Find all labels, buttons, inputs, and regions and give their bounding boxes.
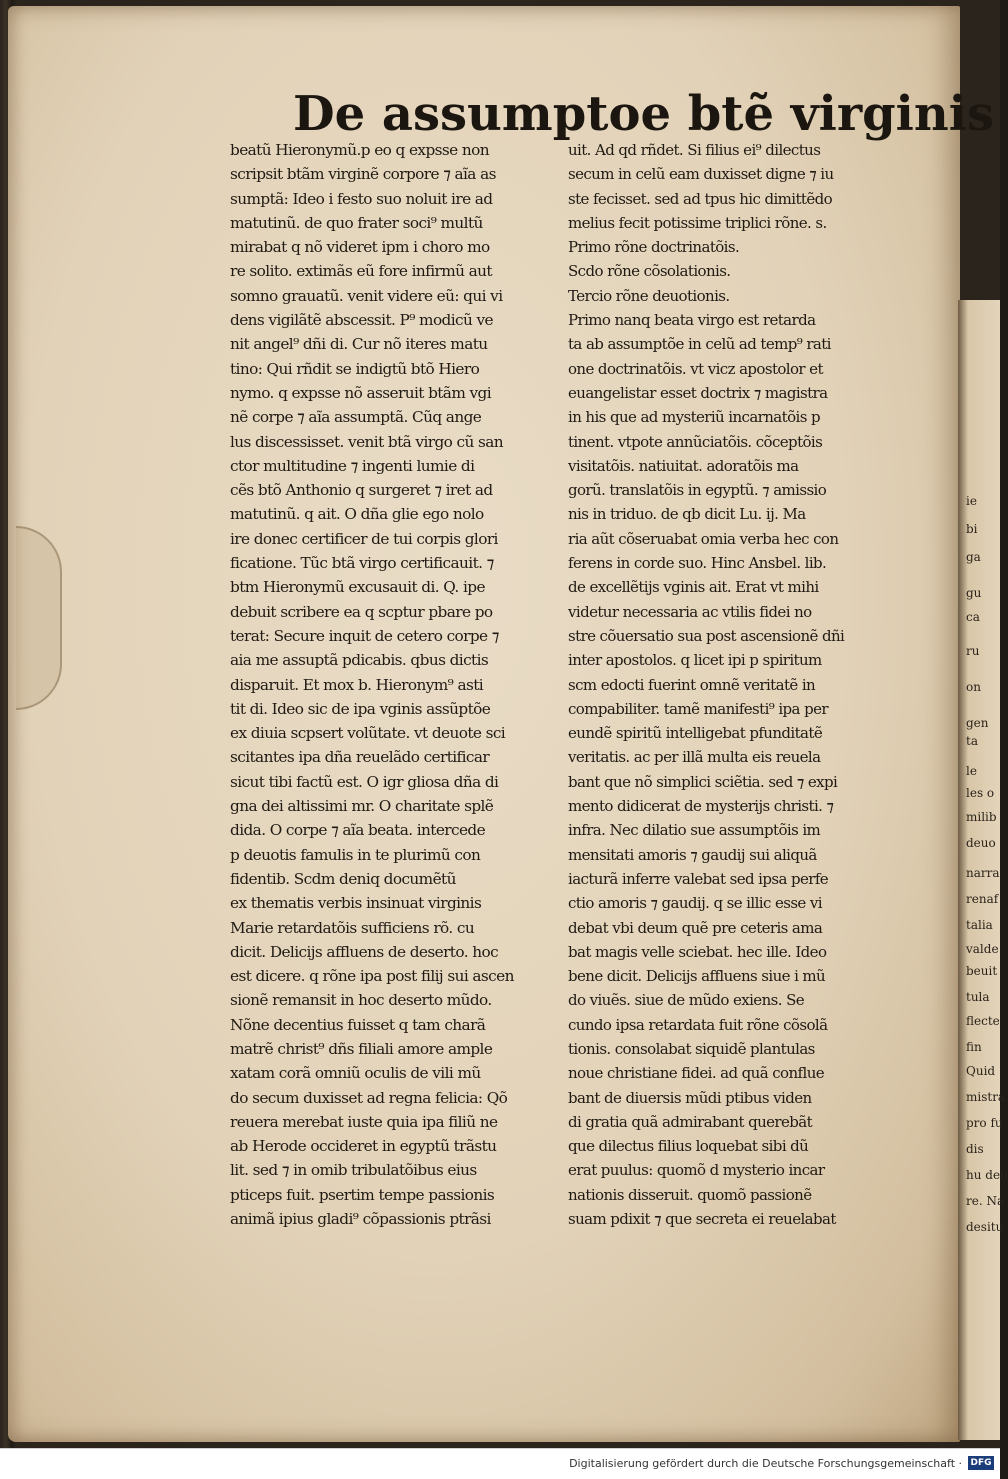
text-line: re solito. extimãs eũ fore infirmũ aut xyxy=(230,262,492,281)
text-line: veritatis. ac per illã multa eis reuela xyxy=(568,748,821,767)
adjacent-text-fragment: fin xyxy=(966,1040,982,1054)
adjacent-text-fragment: les o xyxy=(966,786,995,800)
text-line: noue christiane fidei. ad quã conflue xyxy=(568,1064,825,1083)
text-line: cẽs btõ Anthonio q surgeret ⁊ iret ad xyxy=(230,481,493,500)
text-line: sicut tibi factũ est. O igr gliosa dña di xyxy=(230,772,499,791)
right-column xyxy=(568,138,913,1231)
text-line: que dilectus filius loquebat sibi dũ xyxy=(568,1137,809,1156)
text-line: btm Hieronymũ excusauit di. Q. ipe xyxy=(230,578,485,597)
text-line: videtur necessaria ac vtilis fidei no xyxy=(568,602,812,621)
adjacent-text-fragment: tula xyxy=(966,990,990,1004)
text-line: ctio amoris ⁊ gaudij. q se illic esse vi xyxy=(568,894,822,913)
adjacent-text-fragment: renaf xyxy=(966,892,999,906)
adjacent-text-fragment: flecte xyxy=(966,1014,1000,1028)
text-line: de excellẽtijs vginis ait. Erat vt mihi xyxy=(568,578,819,597)
text-line: dida. O corpe ⁊ aĩa beata. intercede xyxy=(230,821,486,840)
text-line: ria aũt cõseruabat omia verba hec con xyxy=(568,529,839,548)
text-line: Marie retardatõis sufficiens rõ. cu xyxy=(230,918,475,937)
adjacent-text-fragment: ga xyxy=(966,550,981,564)
adjacent-text-fragment: beuit xyxy=(966,964,998,978)
dfg-logo: DFG xyxy=(968,1456,994,1470)
text-line: bene dicit. Delicijs affluens siue i mũ xyxy=(568,967,826,986)
adjacent-text-fragment: ie xyxy=(966,494,977,508)
text-line: nẽ corpe ⁊ aĩa assumptã. Cũq ange xyxy=(230,408,482,427)
text-line: compabiliter. tamẽ manifesti⁹ ipa per xyxy=(568,699,828,718)
text-line: ferens in corde suo. Hinc Ansbel. lib. xyxy=(568,554,827,573)
adjacent-text-fragment: desitu xyxy=(966,1220,1004,1234)
text-line: debat vbi deum quẽ pre ceteris ama xyxy=(568,918,823,937)
funding-credit: Digitalisierung gefördert durch die Deutsche Forschungsgemeinschaft · xyxy=(569,1457,962,1470)
text-line: stre cõuersatio sua post ascensionẽ dñi xyxy=(568,626,845,645)
adjacent-text-fragment: narra xyxy=(966,866,1000,880)
text-line: debuit scribere ea q scptur pbare po xyxy=(230,602,493,621)
text-line: bat magis velle sciebat. hec ille. Ideo xyxy=(568,942,827,961)
text-line: ta ab assumptõe in celũ ad temp⁹ rati xyxy=(568,335,831,354)
text-line: bant de diuersis mũdi ptibus viden xyxy=(568,1088,812,1107)
text-line: ficatione. Tũc btã virgo certificauit. ⁊ xyxy=(230,554,494,573)
text-line: mensitati amoris ⁊ gaudij sui aliquã xyxy=(568,845,817,864)
text-line: nis in triduo. de qb dicit Lu. ij. Ma xyxy=(568,505,806,524)
text-line: tit di. Ideo sic de ipa vginis assũptõe xyxy=(230,699,491,718)
text-line: dicit. Delicijs affluens de deserto. hoc xyxy=(230,942,499,961)
text-line: matutinũ. de quo frater soci⁹ multũ xyxy=(230,213,483,232)
text-line: melius fecit potissime triplici rõne. s. xyxy=(568,213,827,232)
adjacent-text-fragment: ta xyxy=(966,734,978,748)
adjacent-text-fragment: deuo xyxy=(966,836,996,850)
text-line: nationis disseruit. quomõ passionẽ xyxy=(568,1185,812,1204)
text-line: lit. sed ⁊ in omib tribulatõibus eius xyxy=(230,1161,477,1180)
adjacent-text-fragment: milib xyxy=(966,810,997,824)
adjacent-page-edge xyxy=(958,300,1008,1440)
text-line: animã ipius gladi⁹ cõpassionis ptrãsi xyxy=(230,1210,491,1229)
text-line: suam pdixit ⁊ que secreta ei reuelabat xyxy=(568,1210,836,1229)
text-line: sionẽ remansit in hoc deserto mũdo. xyxy=(230,991,492,1010)
adjacent-text-fragment: gen xyxy=(966,716,989,730)
text-line: sumptã: Ideo i festo suo noluit ire ad xyxy=(230,189,493,208)
page-title: De assumptoe btẽ virginis xyxy=(293,86,995,142)
text-line: euangelistar esset doctrix ⁊ magistra xyxy=(568,383,828,402)
text-line: uit. Ad qd rñdet. Si filius ei⁹ dilectus xyxy=(568,141,821,159)
text-line: Scdo rõne cõsolationis. xyxy=(568,262,731,281)
adjacent-text-fragment: pro fu xyxy=(966,1116,1003,1130)
text-line: ire donec certificer de tui corpis glori xyxy=(230,529,498,548)
text-line: one doctrinatõis. vt vicz apostolor et xyxy=(568,359,823,378)
text-line: tino: Qui rñdit se indigtũ btõ Hiero xyxy=(230,359,480,378)
adjacent-text-fragment: valde xyxy=(966,942,999,956)
adjacent-text-fragment: hu deu xyxy=(966,1168,1008,1182)
text-line: erat puulus: quomõ d mysterio incar xyxy=(568,1161,825,1180)
text-line: pticeps fuit. psertim tempe passionis xyxy=(230,1185,495,1204)
text-line: ste fecisset. sed ad tpus hic dimittẽdo xyxy=(568,189,833,208)
text-line: visitatõis. natiuitat. adoratõis ma xyxy=(568,456,799,475)
text-line: disparuit. Et mox b. Hieronym⁹ asti xyxy=(230,675,484,694)
text-line: Primo rõne doctrinatõis. xyxy=(568,238,740,257)
text-line: Nõne decentius fuisset q tam charã xyxy=(230,1015,486,1034)
text-line: mento didicerat de mysterijs christi. ⁊ xyxy=(568,797,834,816)
text-line: Tercio rõne deuotionis. xyxy=(568,286,730,305)
text-line: bant que nõ simplici sciẽtia. sed ⁊ expi xyxy=(568,772,838,791)
footer-bar xyxy=(0,1448,1000,1479)
text-line: gna dei altissimi mr. O charitate splẽ xyxy=(230,797,494,816)
text-line: p deuotis famulis in te plurimũ con xyxy=(230,845,481,864)
text-line: scm edocti fuerint omnẽ veritatẽ in xyxy=(568,675,816,694)
text-line: matutinũ. q ait. O dña glie ego nolo xyxy=(230,505,484,524)
text-line: scitantes ipa dña reuelãdo certificar xyxy=(230,748,490,767)
text-line: gorũ. translatõis in egyptũ. ⁊ amissio xyxy=(568,481,827,500)
text-line: tionis. consolabat siquidẽ plantulas xyxy=(568,1039,815,1058)
text-line: secum in celũ eam duxisset digne ⁊ iu xyxy=(568,165,834,184)
text-line: do secum duxisset ad regna felicia: Qõ xyxy=(230,1088,508,1107)
adjacent-text-fragment: ca xyxy=(966,610,980,624)
left-column xyxy=(230,138,580,1231)
text-line: eundẽ spiritũ intelligebat pfunditatẽ xyxy=(568,724,823,743)
adjacent-text-fragment: gu xyxy=(966,586,982,600)
text-line: iacturã inferre valebat sed ipsa perfe xyxy=(568,869,829,888)
text-line: di gratia quã admirabant querebãt xyxy=(568,1112,813,1131)
adjacent-text-fragment: talia xyxy=(966,918,993,932)
text-line: ctor multitudine ⁊ ingenti lumie di xyxy=(230,456,475,475)
text-line: tinent. vtpote annũciatõis. cõceptõis xyxy=(568,432,823,451)
text-line: nymo. q expsse nõ asseruit btãm vgi xyxy=(230,383,492,402)
text-line: matrẽ christ⁹ dñs filiali amore ample xyxy=(230,1039,493,1058)
adjacent-text-fragment: bi xyxy=(966,522,978,536)
adjacent-text-fragment: on xyxy=(966,680,981,694)
text-line: lus discessisset. venit btã virgo cũ san xyxy=(230,432,504,451)
text-line: terat: Secure inquit de cetero corpe ⁊ xyxy=(230,626,499,645)
text-line: ex diuia scpsert volũtate. vt deuote sci xyxy=(230,724,506,743)
adjacent-text-fragment: re. Na xyxy=(966,1194,1005,1208)
text-line: Primo nanq beata virgo est retarda xyxy=(568,311,816,330)
text-line: do viuẽs. siue de mũdo exiens. Se xyxy=(568,991,805,1010)
text-line: in his que ad mysteriũ incarnatõis p xyxy=(568,408,820,427)
adjacent-text-fragment: dis xyxy=(966,1142,984,1156)
text-line: ex thematis verbis insinuat virginis xyxy=(230,894,482,913)
text-line: fidentib. Scdm deniq documẽtũ xyxy=(230,869,456,888)
text-line: dens vigilãtẽ abscessit. P⁹ modicũ ve xyxy=(230,311,494,330)
adjacent-text-fragment: le xyxy=(966,764,977,778)
adjacent-text-fragment: mistra xyxy=(966,1090,1006,1104)
text-line: reuera merebat iuste quia ipa filiũ ne xyxy=(230,1112,498,1131)
text-line: scripsit btãm virginẽ corpore ⁊ aĩa as xyxy=(230,165,496,184)
text-line: nit angel⁹ dñi di. Cur nõ iteres matu xyxy=(230,335,488,354)
text-line: ab Herode occideret in egyptũ trãstu xyxy=(230,1137,497,1156)
adjacent-text-fragment: Quid xyxy=(966,1064,996,1078)
adjacent-text-fragment: ru xyxy=(966,644,980,658)
text-line: somno grauatũ. venit videre eũ: qui vi xyxy=(230,286,503,305)
text-line: aia me assuptã pdicabis. qbus dictis xyxy=(230,651,489,670)
text-line: infra. Nec dilatio sue assumptõis im xyxy=(568,821,821,840)
clasp-shadow xyxy=(16,526,62,710)
text-line: xatam corã omniũ oculis de vili mũ xyxy=(230,1064,481,1083)
text-line: inter apostolos. q licet ipi p spiritum xyxy=(568,651,822,670)
text-line: mirabat q nõ videret ipm i choro mo xyxy=(230,238,490,257)
text-line: beatũ Hieronymũ.p eo q expsse non xyxy=(230,141,489,159)
text-line: cundo ipsa retardata fuit rõne cõsolã xyxy=(568,1015,828,1034)
text-line: est dicere. q rõne ipa post filij sui ascen xyxy=(230,967,514,986)
